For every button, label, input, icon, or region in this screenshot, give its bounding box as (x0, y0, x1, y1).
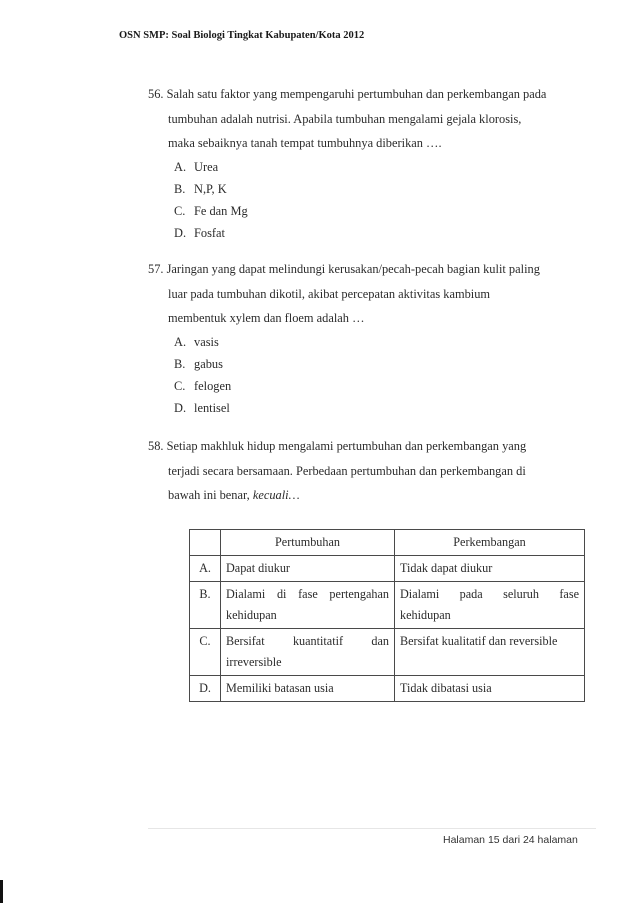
table-cell: Dialami di fase pertengahan kehidupan (221, 582, 395, 629)
option-text: felogen (194, 379, 232, 394)
table-cell: Bersifat kualitatif dan reversible (395, 629, 585, 676)
option-b (174, 353, 588, 375)
option-text: Urea (194, 159, 219, 174)
option-letter: D. (174, 401, 187, 416)
table-row (190, 556, 585, 582)
table-header-cell: Pertumbuhan (221, 530, 395, 556)
table-header-cell: Perkembangan (395, 530, 585, 556)
option-text: lentisel (194, 401, 230, 416)
table-cell: Memiliki batasan usia (221, 676, 395, 702)
comparison-table (189, 529, 585, 702)
table-cell: Dialami pada seluruh fase kehidupan (395, 582, 585, 629)
question-text: 58. Setiap makhluk hidup mengalami pertumbuhan dan perkembangan yang (148, 439, 527, 453)
table-cell: Tidak dibatasi usia (395, 676, 585, 702)
option-letter: A. (174, 159, 187, 174)
question-text: maka sebaiknya tanah tempat tumbuhnya diberikan …. (168, 136, 442, 150)
table-cell: Bersifat kuantitatif dan irreversible (221, 629, 395, 676)
option-text: N,P, K (194, 181, 227, 196)
table-header-row (190, 530, 585, 556)
page-header: OSN SMP: Soal Biologi Tingkat Kabupaten/Kota 2012 (119, 30, 365, 41)
question-text: tumbuhan adalah nutrisi. Apabila tumbuhan mengalami gejala klorosis, (168, 111, 522, 126)
footer-divider (148, 828, 596, 829)
table-cell: Dapat diukur (221, 556, 395, 582)
option-a (174, 156, 588, 178)
question-text: 56. Salah satu faktor yang mempengaruhi pertumbuhan dan perkembangan pada (148, 87, 547, 101)
option-b (174, 178, 588, 200)
table-cell: Tidak dapat diukur (395, 556, 585, 582)
option-letter: D. (174, 226, 187, 241)
question-text-emphasis: kecuali… (252, 488, 300, 502)
option-text: Fosfat (194, 226, 225, 241)
question-text: 57. Jaringan yang dapat melindungi kerusakan/pecah-pecah bagian kulit paling (148, 262, 540, 276)
question-text: luar pada tumbuhan dikotil, akibat percepatan aktivitas kambium (168, 286, 491, 301)
option-d (174, 222, 588, 244)
option-letter: B. (174, 356, 186, 371)
option-letter: A. (174, 334, 187, 349)
option-letter: B. (174, 181, 186, 196)
option-a (174, 331, 588, 353)
question-text (168, 483, 588, 508)
table-cell-letter: C. (190, 629, 221, 676)
option-c (174, 200, 588, 222)
option-text: vasis (194, 334, 219, 349)
option-letter: C. (174, 204, 186, 219)
question-text: membentuk xylem dan floem adalah … (168, 311, 365, 325)
question-text: terjadi secara bersamaan. Perbedaan pertumbuhan dan perkembangan di (168, 463, 526, 478)
table-header-cell (190, 530, 221, 556)
table-cell-letter: B. (190, 582, 221, 629)
option-letter: C. (174, 379, 186, 394)
question-58 (148, 434, 588, 508)
question-56 (148, 82, 588, 245)
table-row (190, 676, 585, 702)
question-text-prefix: bawah ini benar, (168, 488, 253, 502)
table-row (190, 582, 585, 629)
option-text: Fe dan Mg (194, 204, 248, 219)
option-d (174, 397, 588, 419)
option-c (174, 375, 588, 397)
table-cell-letter: A. (190, 556, 221, 582)
scan-edge-mark (0, 880, 3, 903)
table-row (190, 629, 585, 676)
page-number: Halaman 15 dari 24 halaman (443, 834, 578, 846)
table-cell-letter: D. (190, 676, 221, 702)
question-57 (148, 257, 588, 420)
option-text: gabus (194, 356, 223, 371)
